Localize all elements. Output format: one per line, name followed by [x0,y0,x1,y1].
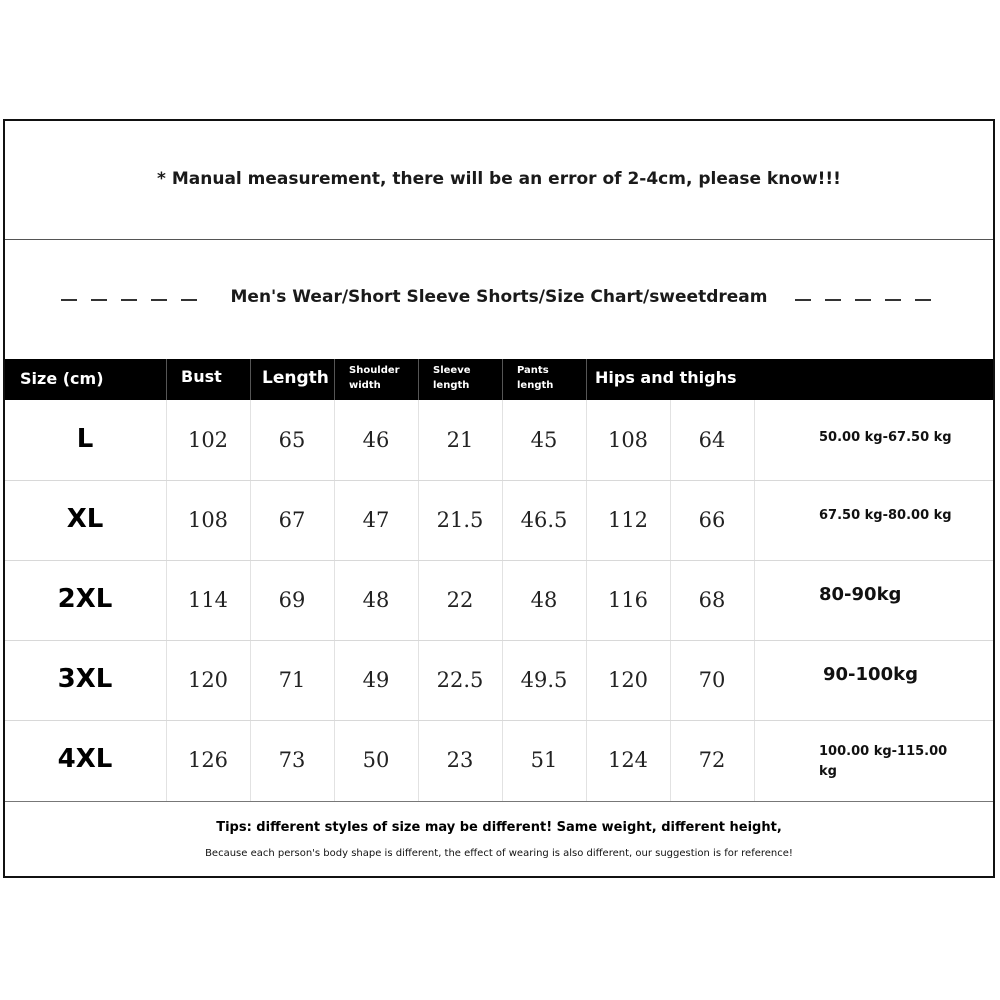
pants-value: 49.5 [520,668,568,692]
hips-value: 108 [607,428,649,452]
length-value: 69 [278,588,306,612]
length-value: 65 [278,428,306,452]
thighs-value: 72 [698,748,726,772]
bust-value: 114 [187,588,229,612]
size-label: 4XL [57,744,113,774]
header-sleeve-length: Sleeve length [433,365,471,391]
length-value: 67 [278,508,306,532]
header-size: Size (cm) [20,369,104,388]
hips-value: 112 [607,508,649,532]
pants-value: 46.5 [520,508,568,532]
length-value: 71 [278,668,306,692]
measurement-notice: * Manual measurement, there will be an error of 2-4cm, please know!!! [157,169,841,189]
size-label: L [76,424,94,454]
bust-value: 126 [187,748,229,772]
thighs-value: 64 [698,428,726,452]
tips-line-1: Tips: different styles of size may be different! Same weight, different height, [216,820,782,835]
weight-range: 90-100kg [823,664,918,685]
title-dashes-right [795,299,931,301]
chart-title: Men's Wear/Short Sleeve Shorts/Size Chart/sweetdream [230,287,768,307]
shoulder-value: 48 [362,588,390,612]
size-label: XL [66,504,104,534]
table-row [5,640,993,720]
bust-value: 108 [187,508,229,532]
sleeve-value: 22 [446,588,474,612]
shoulder-value: 47 [362,508,390,532]
header-hips-and-thighs: Hips and thighs [595,368,737,387]
notice-section [5,121,993,240]
header-length: Length [262,368,329,388]
tips-section [5,801,993,880]
weight-range: 100.00 kg-115.00 kg [819,744,948,779]
hips-value: 120 [607,668,649,692]
hips-value: 116 [607,588,649,612]
size-label: 3XL [57,664,113,694]
header-bust: Bust [181,367,222,386]
shoulder-value: 49 [362,668,390,692]
tips-line-2: Because each person's body shape is different, the effect of wearing is also different, our suggestion is for reference! [205,848,793,859]
table-row [5,400,993,480]
bust-value: 102 [187,428,229,452]
pants-value: 45 [530,428,558,452]
bust-value: 120 [187,668,229,692]
thighs-value: 68 [698,588,726,612]
weight-range: 67.50 kg-80.00 kg [819,508,952,523]
size-chart-frame [3,119,995,878]
sleeve-value: 21.5 [436,508,484,532]
weight-range: 50.00 kg-67.50 kg [819,430,952,445]
shoulder-value: 46 [362,428,390,452]
pants-value: 48 [530,588,558,612]
sleeve-value: 22.5 [436,668,484,692]
header-shoulder-width: Shoulder width [349,365,400,391]
sleeve-value: 21 [446,428,474,452]
table-row [5,480,993,560]
header-pants-length: Pants length [517,365,554,391]
hips-value: 124 [607,748,649,772]
thighs-value: 70 [698,668,726,692]
pants-value: 51 [530,748,558,772]
table-row [5,560,993,640]
thighs-value: 66 [698,508,726,532]
table-row [5,720,993,800]
length-value: 73 [278,748,306,772]
size-label: 2XL [57,584,113,614]
shoulder-value: 50 [362,748,390,772]
sleeve-value: 23 [446,748,474,772]
table-header [5,359,993,400]
weight-range: 80-90kg [819,584,902,605]
